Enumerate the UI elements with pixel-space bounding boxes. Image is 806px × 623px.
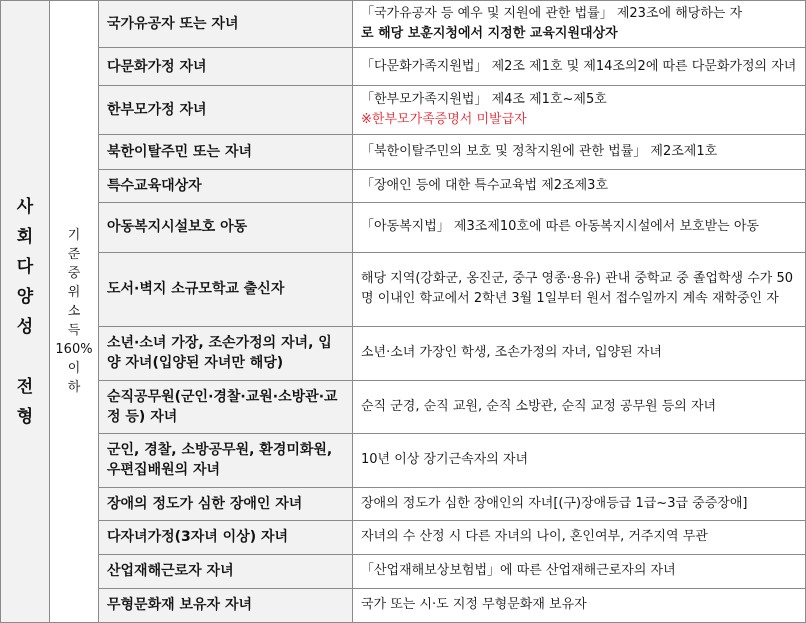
subject-cell: 도서·벽지 소규모학교 출신자 xyxy=(99,252,353,326)
income-char: 이 xyxy=(67,360,81,376)
type-char: 성 xyxy=(16,316,34,337)
description-cell: 자녀의 수 산정 시 다른 자녀의 나이, 혼인여부, 거주지역 무관 xyxy=(353,520,806,554)
type-char: 다 xyxy=(16,256,34,277)
subject-cell: 순직공무원(군인·경찰·교원·소방관·교정 등) 자녀 xyxy=(99,380,353,434)
subject-cell: 국가유공자 또는 자녀 xyxy=(99,1,353,48)
table-row xyxy=(1,135,806,170)
description-cell: 해당 지역(강화군, 옹진군, 중구 영종·용유) 관내 중학교 중 졸업학생 수가 50명 이내인 학교에서 2학년 3월 1일부터 원서 접수일까지 계속 재학중인 자 xyxy=(353,252,806,326)
table-row xyxy=(1,434,806,488)
description-line: 「국가유공자 등 예우 및 지원에 관한 법률」 제23조에 해당하는 자 xyxy=(361,6,743,22)
description-cell: 「다문화가족지원법」 제2조 제1호 및 제14조의2에 따른 다문화가정의 자녀 xyxy=(353,48,806,85)
subject-cell: 다문화가정 자녀 xyxy=(99,48,353,85)
income-char: 준 xyxy=(67,246,81,262)
table-row xyxy=(1,326,806,380)
description-cell: 소년·소녀 가장인 학생, 조손가정의 자녀, 입양된 자녀 xyxy=(353,326,806,380)
description-cell: 「장애인 등에 대한 특수교육법 제2조제3호 xyxy=(353,170,806,203)
subject-cell: 군인, 경찰, 소방공무원, 환경미화원, 우편집배원의 자녀 xyxy=(99,434,353,488)
income-char: 소 xyxy=(67,303,81,319)
income-char: 160% xyxy=(55,341,93,357)
description-cell: 「산업재해보상보험법」에 따른 산업재해근로자의 자녀 xyxy=(353,554,806,588)
income-char: 하 xyxy=(67,379,81,395)
subject-cell: 북한이탈주민 또는 자녀 xyxy=(99,135,353,170)
subject-cell: 산업재해근로자 자녀 xyxy=(99,554,353,588)
subject-cell: 다자녀가정(3자녀 이상) 자녀 xyxy=(99,520,353,554)
table-row xyxy=(1,203,806,253)
income-criteria-label xyxy=(55,226,92,397)
table-row xyxy=(1,170,806,203)
income-char: 기 xyxy=(67,227,81,243)
subject-cell: 소년·소녀 가장, 조손가정의 자녀, 입양 자녀(입양된 자녀만 해당) xyxy=(99,326,353,380)
admission-type-label xyxy=(17,192,33,432)
description-note: ※한부모가족증명서 미발급자 xyxy=(361,111,527,127)
description-cell: 「아동복지법」 제3조제10호에 따른 아동복지시설에서 보호받는 아동 xyxy=(353,203,806,253)
subject-cell: 특수교육대상자 xyxy=(99,170,353,203)
description-line-bold: 로 해당 보훈지청에서 지정한 교육지원대상자 xyxy=(361,26,618,42)
type-char: 사 xyxy=(16,196,34,217)
type-char: 양 xyxy=(16,286,34,307)
table-row xyxy=(1,252,806,326)
table-row xyxy=(1,588,806,622)
description-cell xyxy=(353,85,806,135)
table-row xyxy=(1,380,806,434)
subject-cell: 한부모가정 자녀 xyxy=(99,85,353,135)
description-cell xyxy=(353,1,806,48)
table-row xyxy=(1,554,806,588)
type-char: 회 xyxy=(16,226,34,247)
description-line: 「한부모가족지원법」 제4조 제1호~제5호 xyxy=(361,91,607,107)
subject-cell: 아동복지시설보호 아동 xyxy=(99,203,353,253)
table-row xyxy=(1,520,806,554)
type-char: 전 xyxy=(16,376,34,397)
description-cell: 「북한이탈주민의 보호 및 정착지원에 관한 법률」 제2조제1호 xyxy=(353,135,806,170)
type-char: 형 xyxy=(16,406,34,427)
table-row xyxy=(1,85,806,135)
income-char: 중 xyxy=(67,265,81,281)
income-char: 득 xyxy=(67,322,81,338)
description-cell: 순직 군경, 순직 교원, 순직 소방관, 순직 교정 공무원 등의 자녀 xyxy=(353,380,806,434)
income-char: 위 xyxy=(67,284,81,300)
subject-cell: 장애의 정도가 심한 장애인 자녀 xyxy=(99,487,353,520)
table-row xyxy=(1,1,806,48)
description-cell: 국가 또는 시·도 지정 무형문화재 보유자 xyxy=(353,588,806,622)
admission-type-cell xyxy=(1,1,50,623)
table-row xyxy=(1,48,806,85)
subject-cell: 무형문화재 보유자 자녀 xyxy=(99,588,353,622)
description-cell: 장애의 정도가 심한 장애인의 자녀[(구)장애등급 1급~3급 중증장애] xyxy=(353,487,806,520)
table-row xyxy=(1,487,806,520)
income-criteria-cell xyxy=(50,1,99,623)
description-cell: 10년 이상 장기근속자의 자녀 xyxy=(353,434,806,488)
